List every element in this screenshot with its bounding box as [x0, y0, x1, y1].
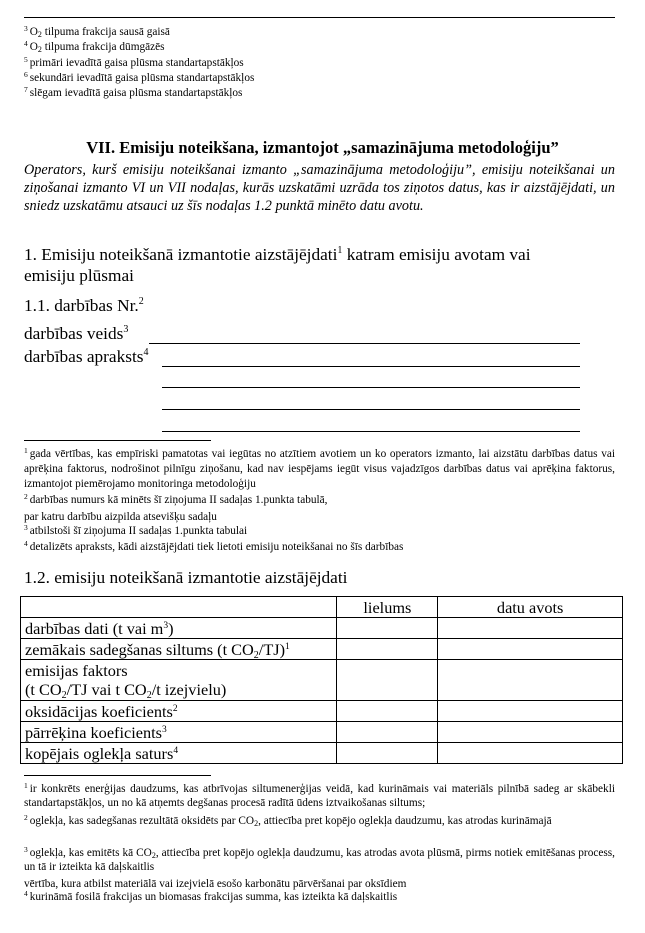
row-label: zemākais sadegšanas siltums (t CO2/TJ)$^1$ [21, 639, 337, 660]
top-footnote-4: $^4$ $O_2$ tilpuma frakcija dūmgāzēs [24, 39, 165, 54]
value-cell[interactable] [337, 618, 438, 639]
source-cell[interactable] [438, 639, 623, 660]
top-rule [24, 17, 615, 18]
source-cell[interactable] [438, 618, 623, 639]
source-cell[interactable] [438, 722, 623, 743]
source-cell[interactable] [438, 743, 623, 764]
table-row [21, 701, 623, 722]
bottom-footnote-3: $^3$ oglekļa, kas emitēts kā $CO_2$, attiecība pret kopējo oglekļa daudzumu, kas atrodas avota plūsmā, pirms notiek emitēšanas process, un tā ir izteikta kā daļskaitlis [24, 845, 615, 873]
top-footnote-3: $^3$ $O_2$ tilpuma frakcija sausā gaisā [24, 24, 170, 39]
activity-description-line-3[interactable] [162, 409, 580, 410]
mid-footnote-3: $^3$ atbilstoši šī ziņojuma II sadaļas 1.punkta tabulai [24, 523, 248, 537]
row-label: emisijas faktors (t CO2/TJ vai t CO2/t izejvielu) [21, 660, 337, 701]
value-cell[interactable] [337, 743, 438, 764]
item-1-heading: 1. Emisiju noteikšanā izmantotie aizstājējdati$^1$ katram emisiju avotam vai emisiju plūsmai [24, 245, 531, 285]
top-footnote-5: $^5$ primāri ievadītā gaisa plūsma standartapstākļos [24, 55, 244, 69]
substitute-data-table [20, 596, 623, 764]
table-row [21, 639, 623, 660]
table-row [21, 722, 623, 743]
value-cell[interactable] [337, 660, 438, 701]
activity-description-line-2[interactable] [162, 387, 580, 388]
activity-description-line-1[interactable] [162, 366, 580, 367]
section-intro: Operators, kurš emisiju noteikšanai izmanto „samazinājuma metodoloģiju”, emisiju noteikšanai un ziņošanai izmanto VI un VII nodaļas, kurās uzskatāmi uzrāda tos ziņotos datus, kas ir aizstājējdati, un sniedz uzskatāmu atsauci uz šīs nodaļas 1.2 punktā minēto datu avotu. [24, 162, 615, 214]
activity-description-label: darbības apraksts$^4$ [24, 347, 149, 366]
value-cell[interactable] [337, 722, 438, 743]
row-label: darbības dati (t vai $m^3$) [21, 618, 337, 639]
mid-footnote-1: $^1$ gada vērtības, kas empīriski pamatotas vai iegūtas no atzītiem avotiem un ko operators izmanto, lai aizstātu darbības datus vai aprēķina faktorus, nodrošinot pilnīgu ziņošanu, kad nav iespējams iegūt visus vajadzīgos darbības datus vai aprēķina faktorus, izmantojot piemērojamo monitoringa metodoloģiju [24, 446, 615, 490]
source-cell[interactable] [438, 660, 623, 701]
mid-footnote-4: $^4$ detalizēts apraksts, kādi aizstājējdati tiek lietoti emisiju noteikšanai no šīs darbības [24, 539, 404, 553]
activity-type-label: darbības veids$^3$ [24, 324, 129, 343]
mid-footnote-2: $^2$ darbības numurs kā minēts šī ziņojuma II sadaļas 1.punkta tabulā, [24, 492, 328, 506]
table-header-cell: lielums [337, 597, 438, 618]
top-footnote-7: $^7$ slēgam ievadītā gaisa plūsma standartapstākļos [24, 85, 243, 99]
table-header-row [21, 597, 623, 618]
table-row [21, 618, 623, 639]
bottom-footnote-4: $^4$ kurināmā fosilā frakcijas un biomasas frakcijas summa, kas izteikta kā daļskaitlis [24, 889, 398, 903]
bottom-footnote-1: $^1$ ir konkrēts enerģijas daudzums, kas atbrīvojas siltumenerģijas veidā, kad kurināmais vai materiāls pilnībā sadeg ar skābekli standartapstākļos, un no kā atņemts degšanas procesā radītā ūdens iztvaikošanas siltums; [24, 781, 615, 809]
row-label: pārrēķina koeficients$^3$ [21, 722, 337, 743]
table-header-cell: datu avots [438, 597, 623, 618]
mid-footnote-2-continued: par katru darbību aizpilda atsevišķu sadaļu [24, 511, 217, 523]
table-row [21, 660, 623, 701]
section-title: VII. Emisiju noteikšana, izmantojot „samazinājuma metodoloģiju” [86, 138, 559, 157]
bottom-footnote-3-continued: vērtība, kura atbilst materiālā vai izejvielā esošo karbonātu pārvēršanai par oksīdiem [24, 878, 407, 890]
activity-type-input-line[interactable] [149, 343, 580, 344]
source-cell[interactable] [438, 701, 623, 722]
table-header-cell [21, 597, 337, 618]
bottom-footnote-2: $^2$ oglekļa, kas sadegšanas rezultātā oksidēts par $CO_2$, attiecība pret kopējo oglekļa daudzumu, kas atrodas kurināmajā [24, 813, 552, 828]
mid-footnote-rule [24, 440, 211, 441]
item-1-1-label: 1.1. darbības Nr.$^2$ [24, 296, 144, 315]
row-label: kopējais oglekļa saturs$^4$ [21, 743, 337, 764]
table-row [21, 743, 623, 764]
value-cell[interactable] [337, 639, 438, 660]
value-cell[interactable] [337, 701, 438, 722]
top-footnote-6: $^6$ sekundāri ievadītā gaisa plūsma standartapstākļos [24, 70, 255, 84]
activity-description-line-4[interactable] [162, 431, 580, 432]
item-1-2-heading: 1.2. emisiju noteikšanā izmantotie aizstājējdati [24, 568, 348, 587]
bottom-footnote-rule [24, 775, 211, 776]
row-label: oksidācijas koeficients$^2$ [21, 701, 337, 722]
